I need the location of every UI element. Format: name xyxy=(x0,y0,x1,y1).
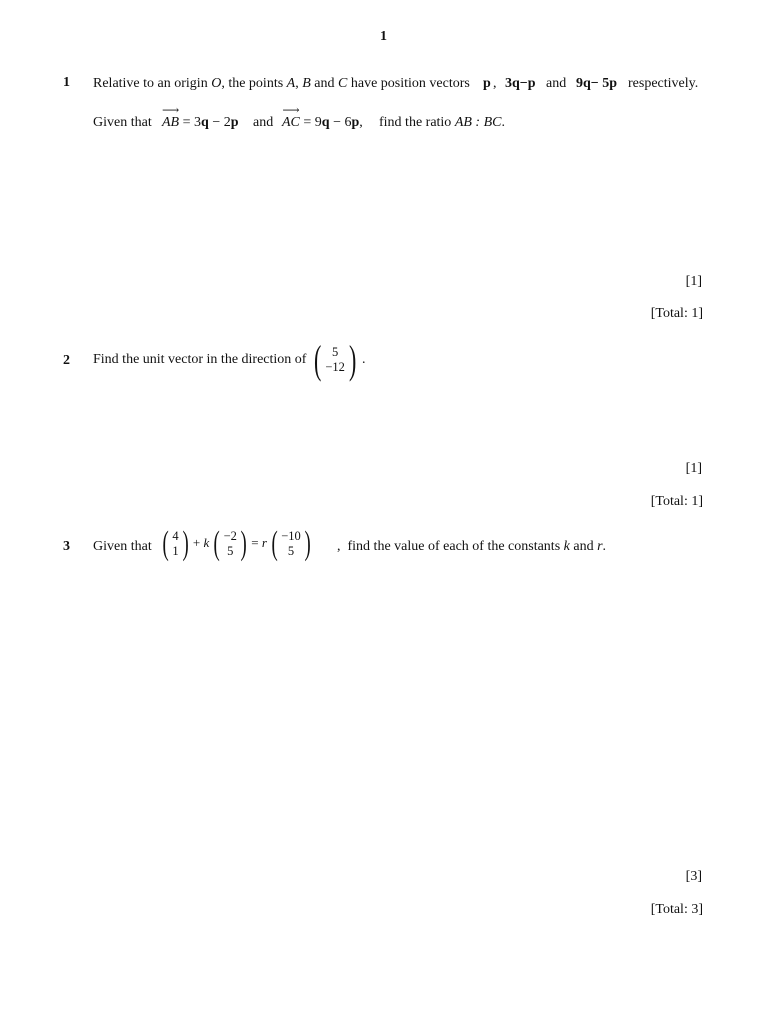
and-text: and xyxy=(253,115,274,130)
q2-marks: [1] xyxy=(685,461,702,476)
text: . xyxy=(602,539,607,554)
var-r: r xyxy=(597,539,603,554)
entry: −12 xyxy=(325,360,345,374)
label: AC xyxy=(282,115,300,130)
var-B: B xyxy=(302,76,311,91)
bold-p: p xyxy=(230,115,239,130)
var-k: k xyxy=(203,535,210,551)
entry: −2 xyxy=(223,529,237,543)
q1-AB-equation xyxy=(162,103,239,131)
text: have position vectors xyxy=(347,76,470,91)
text: . xyxy=(501,115,505,130)
q1-marks: [1] xyxy=(685,274,702,289)
var-O: O xyxy=(211,76,222,91)
var-r: r xyxy=(261,535,267,551)
entry: 1 xyxy=(172,544,179,558)
ratio: AB : BC xyxy=(454,115,502,130)
q3-rest xyxy=(337,539,606,555)
vector-AC xyxy=(282,103,300,131)
question-number-1: 1 xyxy=(63,75,70,90)
text: , xyxy=(295,76,303,91)
entry: 4 xyxy=(172,529,179,543)
q1-given-that: Given that xyxy=(93,115,152,130)
q2-column-vector: ( 5 −12 ) xyxy=(313,337,357,382)
text: and xyxy=(310,76,339,91)
entry: 5 xyxy=(287,544,295,558)
text: find the value of each of the constants xyxy=(347,539,564,554)
text: , xyxy=(359,115,363,130)
vector-AB xyxy=(162,103,180,131)
entry: 5 xyxy=(331,345,339,359)
text: Relative to an origin xyxy=(93,76,212,91)
plus: + xyxy=(192,535,204,551)
q2-total: [Total: 1] xyxy=(650,494,703,509)
arrow-icon: ⟶ xyxy=(282,103,300,117)
bold-q: q xyxy=(201,115,209,130)
arrow-icon: ⟶ xyxy=(162,103,180,117)
and-text: and xyxy=(546,76,567,91)
q1-find-ratio xyxy=(379,115,505,131)
q1-line1 xyxy=(93,76,470,92)
text: , xyxy=(337,539,341,554)
text: − 6 xyxy=(329,115,352,130)
text: find the ratio xyxy=(379,115,455,130)
var-C: C xyxy=(338,76,348,91)
vector-3q-p: 3q−p xyxy=(505,76,536,91)
equals: = xyxy=(251,535,262,551)
vector-9q-5p: 9q− 5p xyxy=(576,76,618,91)
text: − 2 xyxy=(208,115,231,130)
text: = 3 xyxy=(179,115,202,130)
q3-given-that: Given that xyxy=(93,539,152,554)
var-k: k xyxy=(563,539,570,554)
q3-total: [Total: 3] xyxy=(650,902,703,917)
label: AB xyxy=(162,115,180,130)
vector-p: p xyxy=(483,76,491,91)
entry: −10 xyxy=(281,529,301,543)
q3-equation: ( 4 1 ) + k ( −2 5 ) = r ( −10 5 ) xyxy=(162,525,311,562)
comma: , xyxy=(493,76,497,91)
bold-q: q xyxy=(321,115,330,130)
q1-AC-equation xyxy=(282,103,363,131)
q3-marks: [3] xyxy=(685,869,702,884)
page-number: 1 xyxy=(380,29,387,44)
bold-p: p xyxy=(351,115,360,130)
dot: . xyxy=(362,352,366,367)
question-number-2: 2 xyxy=(63,353,70,368)
text: = 9 xyxy=(299,115,322,130)
text: and xyxy=(569,539,598,554)
text: , the points xyxy=(221,76,287,91)
entry: 5 xyxy=(227,544,234,558)
question-number-3: 3 xyxy=(63,539,70,554)
q1-total: [Total: 1] xyxy=(650,306,703,321)
var-A: A xyxy=(286,76,296,91)
q2-text: Find the unit vector in the direction of xyxy=(93,352,307,367)
respectively-text: respectively. xyxy=(628,76,699,91)
